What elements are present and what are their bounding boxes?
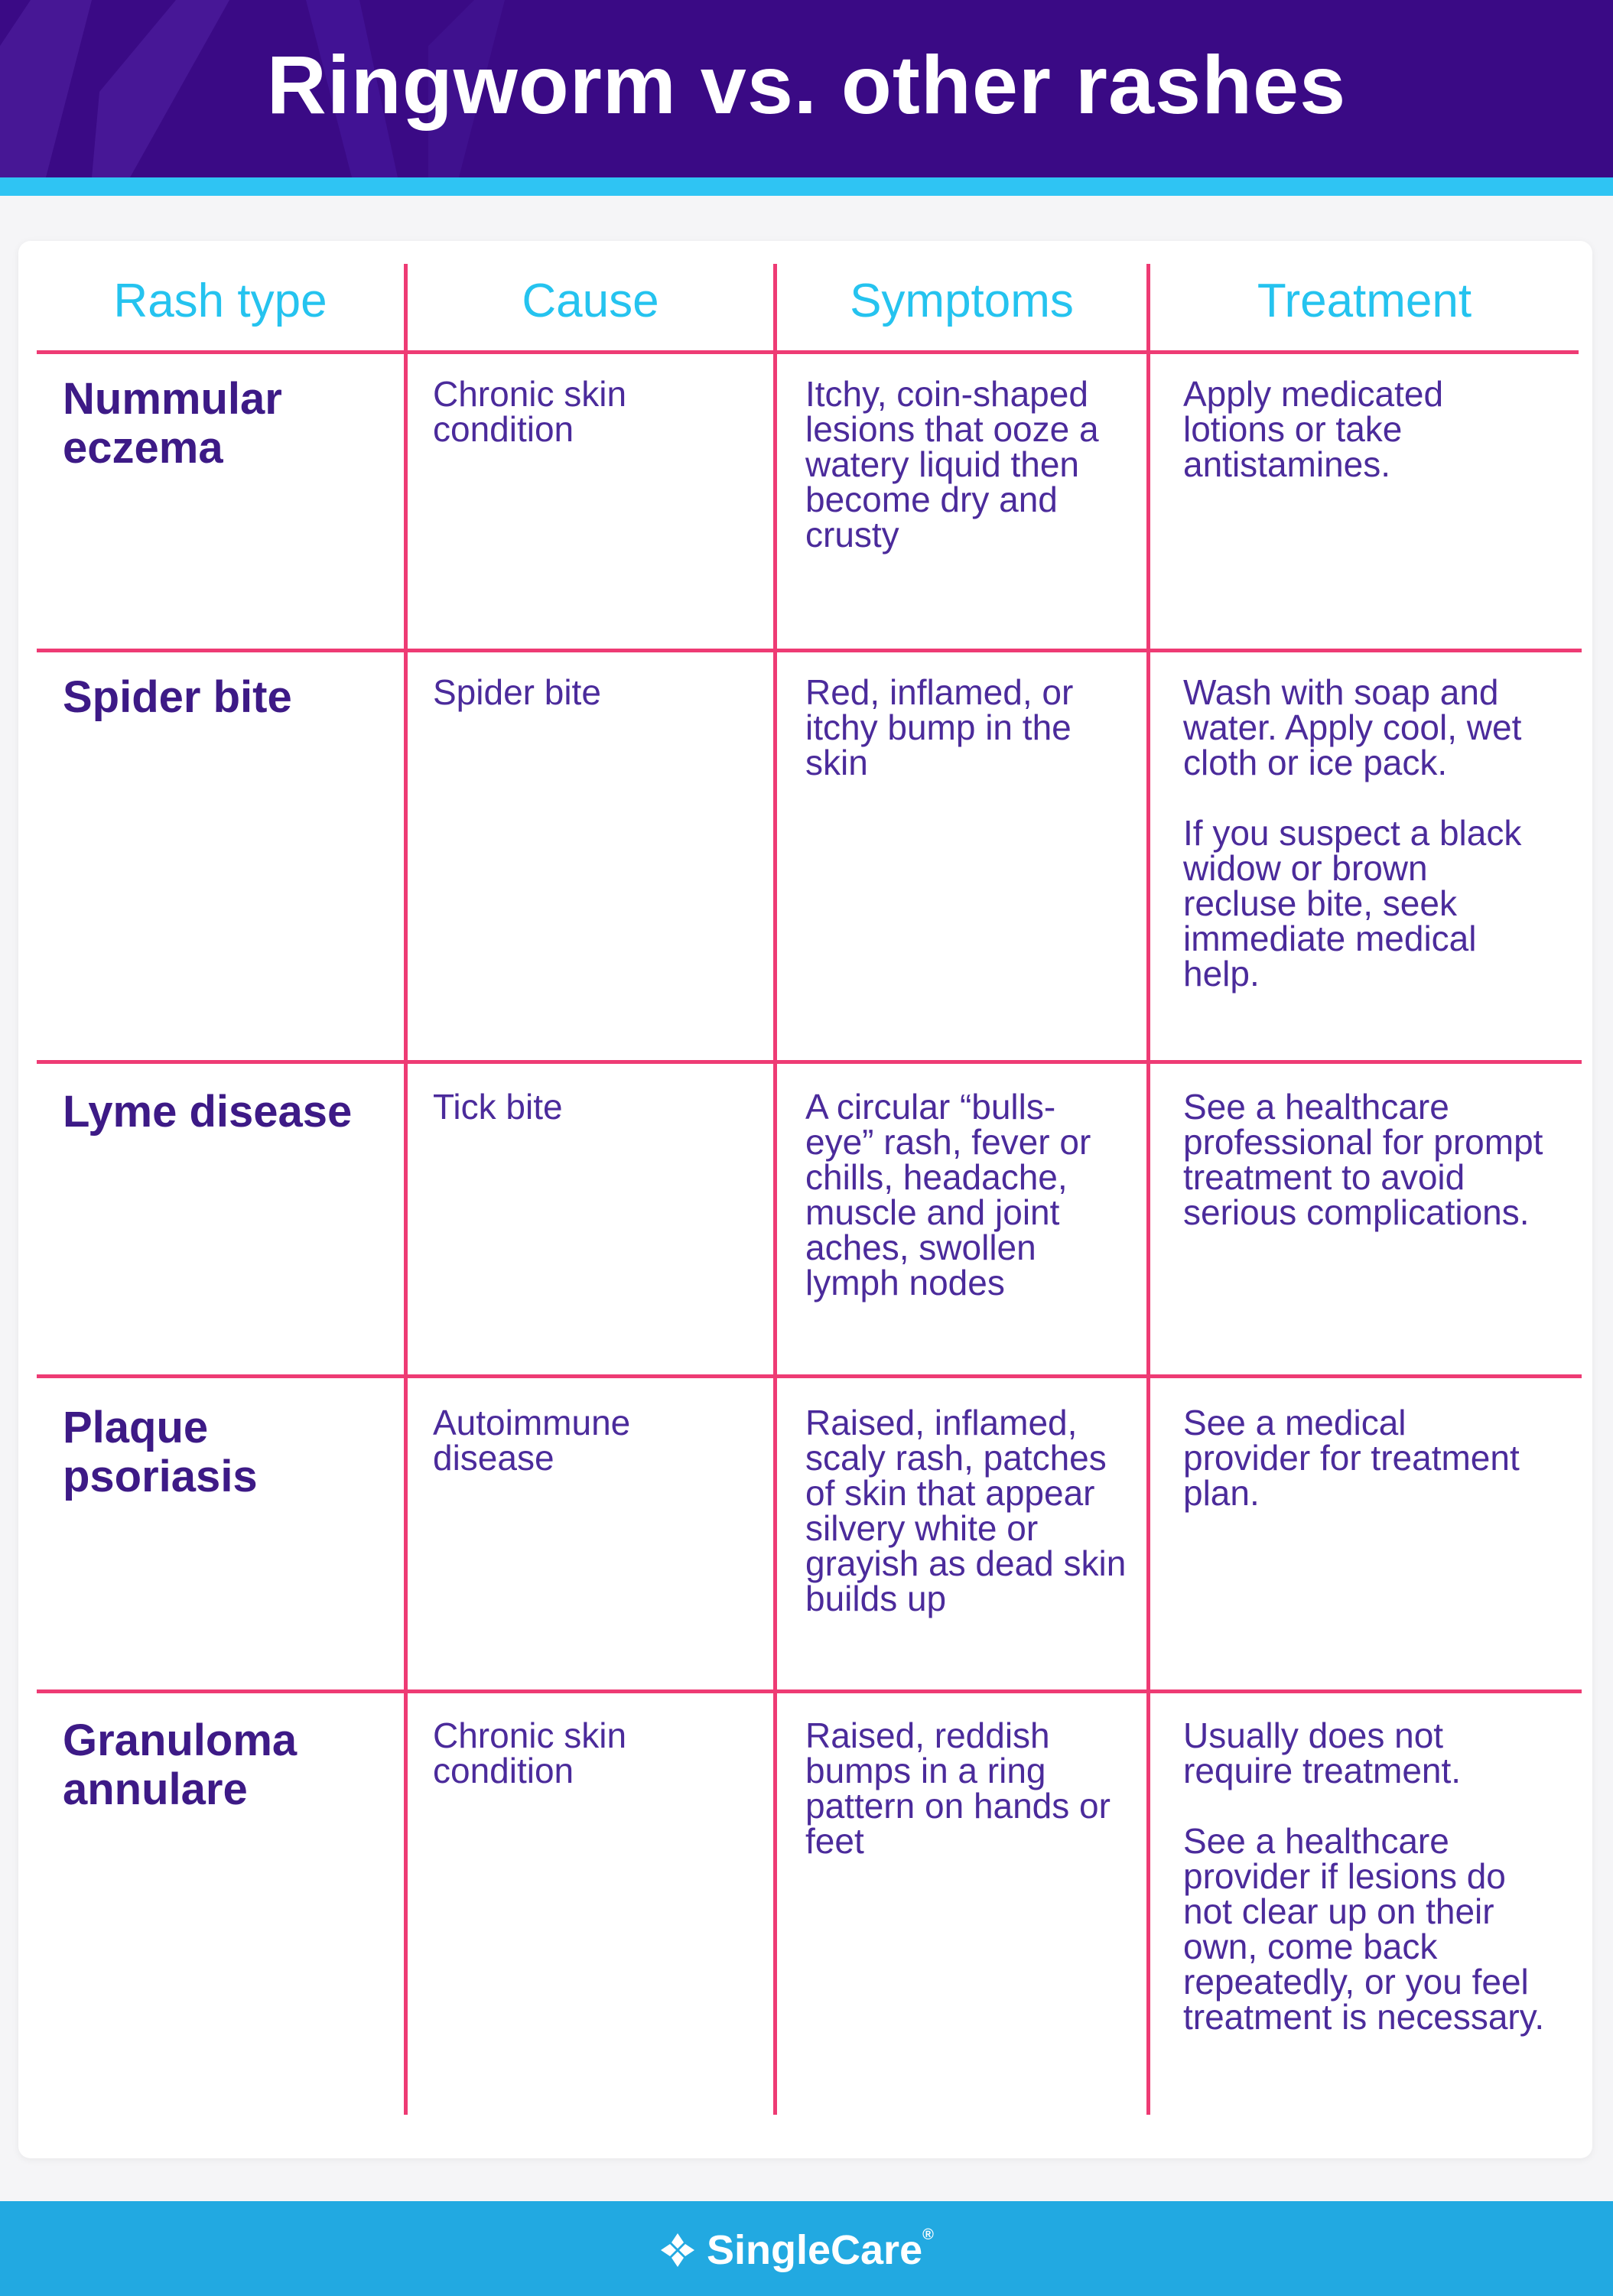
symptoms-cell: Raised, reddish bumps in a ring pattern on hands or feet [805,1715,1111,1861]
rash-name-plaque-psoriasis: Plaque psoriasis [63,1403,258,1501]
symptoms-cell: Itchy, coin-shaped lesions that ooze a watery liquid then become dry and crusty [805,374,1099,554]
brand-name: SingleCare [707,2227,923,2273]
column-header-symptoms: Symptoms [850,275,1074,327]
cause-cell: Chronic skin condition [433,1715,627,1790]
rash-name-spider-bite: Spider bite [63,672,292,722]
singlecare-logo [659,2226,934,2275]
treatment-cell [1183,1715,1558,2037]
treatment-paragraph: Usually does not require treatment. [1183,1715,1462,1790]
treatment-paragraph: See a healthcare provider if lesions do not clear up on their own, come back repeatedly, or you feel treatment is necessary. [1183,1821,1545,2037]
rash-name-nummular-eczema: Nummular eczema [63,374,282,473]
registered-mark: ® [922,2226,934,2243]
treatment-paragraph: Apply medicated lotions or take antistamines. [1183,374,1444,484]
cause-cell: Chronic skin condition [433,374,627,449]
treatment-paragraph: See a medical provider for treatment plan. [1183,1403,1520,1513]
treatment-paragraph: See a healthcare professional for prompt treatment to avoid serious complications. [1183,1087,1543,1232]
cause-cell: Spider bite [433,672,601,712]
symptoms-cell: Raised, inflamed, scaly rash, patches of skin that appear silvery white or grayish as dead skin builds up [805,1403,1127,1618]
treatment-paragraph: Wash with soap and water. Apply cool, wet cloth or ice pack. [1183,672,1522,782]
symptoms-cell: Red, inflamed, or itchy bump in the skin [805,672,1074,782]
treatment-cell [1183,376,1543,482]
column-header-treatment: Treatment [1257,275,1472,327]
treatment-cell [1183,672,1550,994]
cause-cell: Tick bite [433,1087,563,1127]
treatment-paragraph: If you suspect a black widow or brown recluse bite, seek immediate medical help. [1183,813,1522,994]
treatment-cell [1183,1089,1558,1230]
column-header-cause: Cause [522,275,659,327]
column-header-rash-type: Rash type [113,275,327,327]
header-accent-stripe [0,177,1613,196]
singlecare-cross-logo-icon [659,2232,696,2268]
rash-name-granuloma-annulare: Granuloma annulare [63,1715,298,1814]
symptoms-cell: A circular “bulls-eye” rash, fever or chills, headache, muscle and joint aches, swollen lymph nodes [805,1087,1091,1302]
rash-name-lyme-disease: Lyme disease [63,1087,353,1137]
page-title: Ringworm vs. other rashes [266,38,1347,131]
header-banner [0,0,1613,177]
cause-cell: Autoimmune disease [433,1403,631,1478]
treatment-cell [1183,1405,1520,1511]
